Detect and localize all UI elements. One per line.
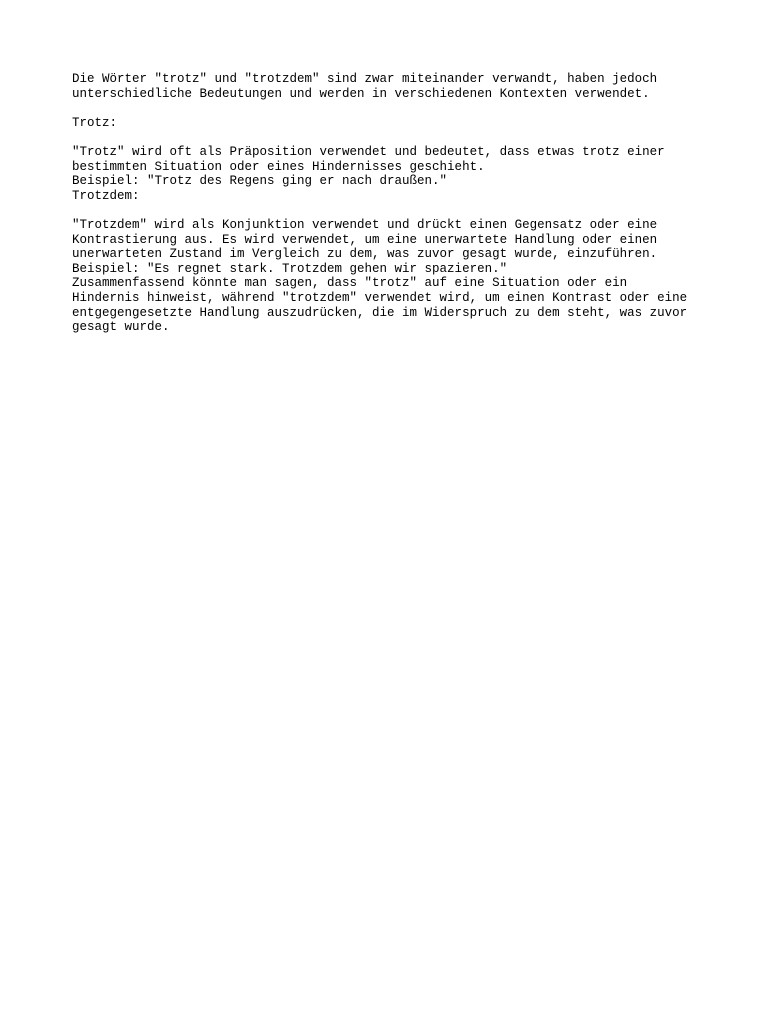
text-line: gesagt wurde. [72, 320, 170, 335]
text-line: bestimmten Situation oder eines Hindernisses geschieht. [72, 159, 485, 174]
text-line: unerwarteten Zustand im Vergleich zu dem, was zuvor gesagt wurde, einzuführen. [72, 247, 658, 262]
paragraph-gap [72, 101, 702, 116]
example-line: Beispiel: "Trotz des Regens ging er nach draußen." [72, 174, 448, 189]
text-line: Zusammenfassend könnte man sagen, dass "trotz" auf eine Situation oder ein [72, 276, 628, 291]
text-line: Hindernis hinweist, während "trotzdem" verwendet wird, um einen Kontrast oder eine [72, 290, 688, 305]
section-heading-trotzdem: Trotzdem: [72, 188, 140, 203]
example-line: Beispiel: "Es regnet stark. Trotzdem gehen wir spazieren." [72, 261, 508, 276]
text-line: "Trotzdem" wird als Konjunktion verwendet und drückt einen Gegensatz oder eine [72, 217, 658, 232]
document-page [72, 72, 702, 335]
text-line: Kontrastierung aus. Es wird verwendet, um eine unerwartete Handlung oder einen [72, 232, 658, 247]
paragraph-gap [72, 203, 702, 218]
section-heading-trotz: Trotz: [72, 115, 118, 130]
trotz-paragraph [72, 145, 702, 189]
text-line: entgegengesetzte Handlung auszudrücken, die im Widerspruch zu dem steht, was zuvor [72, 305, 688, 320]
text-line: "Trotz" wird oft als Präposition verwendet und bedeutet, dass etwas trotz einer [72, 144, 665, 159]
paragraph-gap [72, 130, 702, 145]
text-line: unterschiedliche Bedeutungen und werden in verschiedenen Kontexten verwendet. [72, 86, 650, 101]
summary-paragraph [72, 276, 702, 334]
text-line: Die Wörter "trotz" und "trotzdem" sind zwar miteinander verwandt, haben jedoch [72, 72, 658, 86]
intro-paragraph [72, 72, 702, 101]
trotzdem-paragraph [72, 218, 702, 276]
